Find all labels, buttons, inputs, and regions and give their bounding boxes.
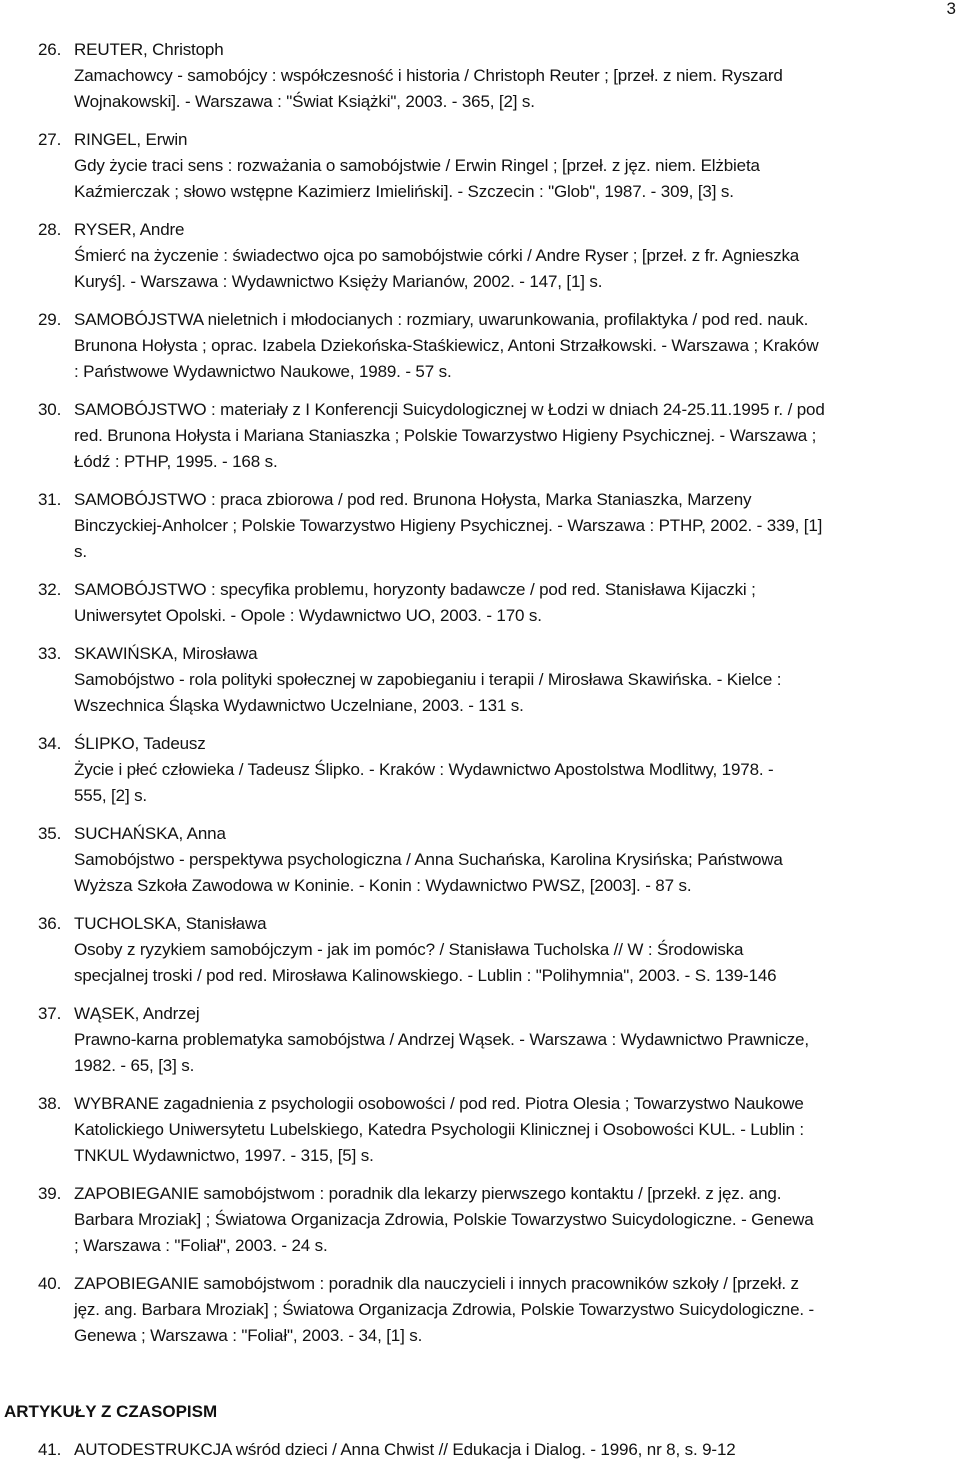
entry-line: RYSER, Andre — [74, 220, 185, 239]
bibliography-entry — [38, 217, 954, 295]
entry-line: AUTODESTRUKCJA wśród dzieci / Anna Chwist // Edukacja i Dialog. - 1996, nr 8, s. 9-12 — [74, 1440, 736, 1459]
entry-line: Osoby z ryzykiem samobójczym - jak im pomóc? / Stanisława Tucholska // W : Środowiska — [74, 940, 744, 959]
entry-line: Kaźmierczak ; słowo wstępne Kazimierz Imieliński]. - Szczecin : "Glob", 1987. - 309, [3] s. — [74, 182, 734, 201]
entry-line: Binczyckiej-Anholcer ; Polskie Towarzystwo Higieny Psychicznej. - Warszawa : PTHP, 2002. - 339, [1] — [74, 516, 823, 535]
entry-line: s. — [74, 542, 87, 561]
entry-line: Brunona Hołysta ; oprac. Izabela Dziekońska-Staśkiewicz, Antoni Strzałkowski. - Warszawa ; Kraków — [74, 336, 819, 355]
entry-number: 33. — [38, 644, 62, 663]
entry-line: WĄSEK, Andrzej — [74, 1004, 200, 1023]
bibliography-entry — [38, 307, 954, 385]
entry-number: 37. — [38, 1004, 62, 1023]
entry-line: : Państwowe Wydawnictwo Naukowe, 1989. - 57 s. — [74, 362, 452, 381]
bibliography-entry — [38, 397, 954, 475]
entry-line: Barbara Mroziak] ; Światowa Organizacja Zdrowia, Polskie Towarzystwo Suicydologiczne. - Genewa — [74, 1210, 814, 1229]
entry-number: 35. — [38, 824, 62, 843]
entry-line: Kuryś]. - Warszawa : Wydawnictwo Księży Marianów, 2002. - 147, [1] s. — [74, 272, 603, 291]
entry-line: Uniwersytet Opolski. - Opole : Wydawnictwo UO, 2003. - 170 s. — [74, 606, 542, 625]
entry-line: jęz. ang. Barbara Mroziak] ; Światowa Organizacja Zdrowia, Polskie Towarzystwo Suicydologiczne. - — [74, 1300, 815, 1319]
entry-line: Samobójstwo - perspektywa psychologiczna / Anna Suchańska, Karolina Krysińska; Państwowa — [74, 850, 783, 869]
entry-line: SAMOBÓJSTWA nieletnich i młodocianych : rozmiary, uwarunkowania, profilaktyka / pod red. nauk. — [74, 310, 809, 329]
article-list — [38, 1437, 954, 1475]
entry-number: 40. — [38, 1274, 62, 1293]
entry-line: SUCHAŃSKA, Anna — [74, 824, 226, 843]
entry-line: ; Warszawa : "Foliał", 2003. - 24 s. — [74, 1236, 328, 1255]
bibliography-entry — [38, 1091, 954, 1169]
entry-line: Wojnakowski]. - Warszawa : "Świat Książki", 2003. - 365, [2] s. — [74, 92, 535, 111]
entry-line: Życie i płeć człowieka / Tadeusz Ślipko. - Kraków : Wydawnictwo Apostolstwa Modlitwy, 1978. - — [74, 760, 774, 779]
entry-line: red. Brunona Hołysta i Mariana Staniaszka ; Polskie Towarzystwo Higieny Psychicznej. - Warszawa ; — [74, 426, 817, 445]
entry-number: 27. — [38, 130, 62, 149]
bibliography-entry — [38, 821, 954, 899]
entry-line: Katolickiego Uniwersytetu Lubelskiego, Katedra Psychologii Klinicznej i Osobowości KUL. - Lublin : — [74, 1120, 804, 1139]
entry-line: WYBRANE zagadnienia z psychologii osobowości / pod red. Piotra Olesia ; Towarzystwo Naukowe — [74, 1094, 804, 1113]
bibliography-entry — [38, 641, 954, 719]
entry-line: Genewa ; Warszawa : "Foliał", 2003. - 34, [1] s. — [74, 1326, 423, 1345]
entry-line: specjalnej troski / pod red. Mirosława Kalinowskiego. - Lublin : "Polihymnia", 2003. - S. 139-146 — [74, 966, 777, 985]
page-number: 3 — [946, 0, 956, 18]
entry-line: Prawno-karna problematyka samobójstwa / Andrzej Wąsek. - Warszawa : Wydawnictwo Prawnicze, — [74, 1030, 809, 1049]
entry-line: 555, [2] s. — [74, 786, 148, 805]
entry-line: Wszechnica Śląska Wydawnictwo Uczelniane, 2003. - 131 s. — [74, 696, 524, 715]
entry-number: 38. — [38, 1094, 62, 1113]
entry-line: SAMOBÓJSTWO : specyfika problemu, horyzonty badawcze / pod red. Stanisława Kijaczki ; — [74, 580, 756, 599]
entry-number: 29. — [38, 310, 62, 329]
entry-line: 1982. - 65, [3] s. — [74, 1056, 195, 1075]
bibliography-entry — [38, 1181, 954, 1259]
entry-line: Wyższa Szkoła Zawodowa w Koninie. - Konin : Wydawnictwo PWSZ, [2003]. - 87 s. — [74, 876, 692, 895]
entry-number: 30. — [38, 400, 62, 419]
entry-line: TUCHOLSKA, Stanisława — [74, 914, 267, 933]
entry-line: ZAPOBIEGANIE samobójstwom : poradnik dla lekarzy pierwszego kontaktu / [przekł. z jęz. ang. — [74, 1184, 782, 1203]
entry-line: RINGEL, Erwin — [74, 130, 188, 149]
entry-number: 36. — [38, 914, 62, 933]
entry-number: 34. — [38, 734, 62, 753]
entry-number: 31. — [38, 490, 62, 509]
bibliography-entry — [38, 487, 954, 565]
bibliography-entry — [38, 911, 954, 989]
bibliography-entry — [38, 1001, 954, 1079]
section-heading: ARTYKUŁY Z CZASOPISM — [4, 1402, 218, 1421]
entry-line: TNKUL Wydawnictwo, 1997. - 315, [5] s. — [74, 1146, 374, 1165]
entry-line: SAMOBÓJSTWO : praca zbiorowa / pod red. Brunona Hołysta, Marka Staniaszka, Marzeny — [74, 490, 752, 509]
entry-line: ŚLIPKO, Tadeusz — [74, 734, 206, 753]
entry-line: Łódź : PTHP, 1995. - 168 s. — [74, 452, 278, 471]
entry-number: 32. — [38, 580, 62, 599]
bibliography-list — [38, 37, 954, 1361]
entry-line: Śmierć na życzenie : świadectwo ojca po samobójstwie córki / Andre Ryser ; [przeł. z fr. Agnieszka — [74, 246, 800, 265]
entry-number: 28. — [38, 220, 62, 239]
entry-line: Samobójstwo - rola polityki społecznej w zapobieganiu i terapii / Mirosława Skawińska. - Kielce : — [74, 670, 782, 689]
entry-line: ZAPOBIEGANIE samobójstwom : poradnik dla nauczycieli i innych pracowników szkoły / [przekł. z — [74, 1274, 799, 1293]
bibliography-entry — [38, 577, 954, 629]
bibliography-entry — [38, 731, 954, 809]
bibliography-entry — [38, 37, 954, 115]
entry-number: 26. — [38, 40, 62, 59]
entry-number: 39. — [38, 1184, 62, 1203]
bibliography-entry — [38, 1437, 954, 1463]
bibliography-entry — [38, 127, 954, 205]
entry-line: Zamachowcy - samobójcy : współczesność i historia / Christoph Reuter ; [przeł. z niem. Ryszard — [74, 66, 783, 85]
entry-line: REUTER, Christoph — [74, 40, 224, 59]
bibliography-entry — [38, 1271, 954, 1349]
entry-line: Gdy życie traci sens : rozważania o samobójstwie / Erwin Ringel ; [przeł. z jęz. niem. Elżbieta — [74, 156, 760, 175]
entry-line: SAMOBÓJSTWO : materiały z I Konferencji Suicydologicznej w Łodzi w dniach 24-25.11.1995 r. / pod — [74, 400, 825, 419]
entry-number: 41. — [38, 1440, 62, 1459]
entry-line: SKAWIŃSKA, Mirosława — [74, 644, 258, 663]
